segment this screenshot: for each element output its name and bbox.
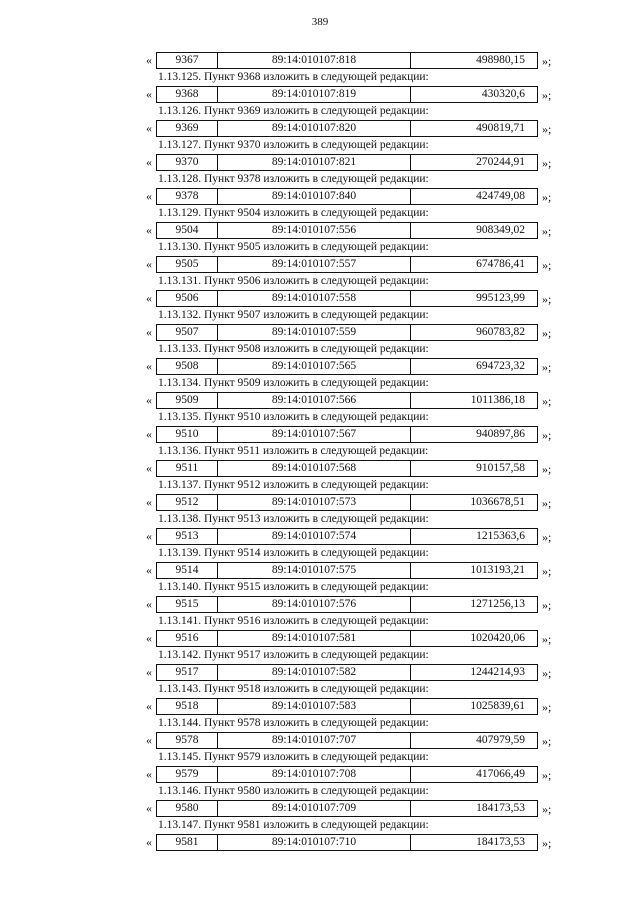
open-quote: «	[146, 461, 152, 475]
close-quote: »;	[542, 258, 552, 272]
table-row	[140, 460, 560, 476]
item-number-cell: 9579	[157, 767, 218, 782]
close-quote: »;	[542, 224, 552, 238]
open-quote: «	[146, 767, 152, 781]
open-quote: «	[146, 359, 152, 373]
cadastral-number-cell: 89:14:010107:708	[218, 767, 411, 782]
item-number-cell: 9517	[157, 665, 218, 680]
open-quote: «	[146, 155, 152, 169]
item-number-cell: 9369	[157, 121, 218, 136]
close-quote: »;	[542, 598, 552, 612]
item-number-cell: 9370	[157, 155, 218, 170]
section-heading: 1.13.128. Пункт 9378 изложить в следующей редакции:	[158, 173, 429, 185]
cadastral-number-cell: 89:14:010107:581	[218, 631, 411, 646]
item-number-cell: 9510	[157, 427, 218, 442]
section-heading: 1.13.138. Пункт 9513 изложить в следующей редакции:	[158, 513, 429, 525]
table-row-cells	[156, 528, 538, 545]
close-quote: »;	[542, 54, 552, 68]
section-heading: 1.13.146. Пункт 9580 изложить в следующей редакции:	[158, 785, 429, 797]
open-quote: «	[146, 835, 152, 849]
cadastral-number-cell: 89:14:010107:583	[218, 699, 411, 714]
open-quote: «	[146, 393, 152, 407]
section-heading: 1.13.132. Пункт 9507 изложить в следующей редакции:	[158, 309, 429, 321]
table-row	[140, 426, 560, 442]
table-row	[140, 494, 560, 510]
cadastral-number-cell: 89:14:010107:556	[218, 223, 411, 238]
table-row-cells	[156, 392, 538, 409]
open-quote: «	[146, 733, 152, 747]
value-cell: 490819,71	[476, 122, 525, 134]
section-heading: 1.13.142. Пункт 9517 изложить в следующей редакции:	[158, 649, 429, 661]
section-heading: 1.13.145. Пункт 9579 изложить в следующей редакции:	[158, 751, 429, 763]
cadastral-number-cell: 89:14:010107:573	[218, 495, 411, 510]
item-number-cell: 9505	[157, 257, 218, 272]
close-quote: »;	[542, 326, 552, 340]
close-quote: »;	[542, 428, 552, 442]
table-row-cells	[156, 494, 538, 511]
item-number-cell: 9515	[157, 597, 218, 612]
table-row	[140, 392, 560, 408]
section-heading: 1.13.144. Пункт 9578 изложить в следующей редакции:	[158, 717, 429, 729]
section-heading: 1.13.140. Пункт 9515 изложить в следующей редакции:	[158, 581, 429, 593]
value-cell: 908349,02	[476, 224, 525, 236]
item-number-cell: 9516	[157, 631, 218, 646]
open-quote: «	[146, 325, 152, 339]
table-row-cells	[156, 426, 538, 443]
table-row-cells	[156, 188, 538, 205]
section-heading: 1.13.135. Пункт 9510 изложить в следующей редакции:	[158, 411, 429, 423]
value-cell: 1244214,93	[470, 666, 525, 678]
open-quote: «	[146, 529, 152, 543]
close-quote: »;	[542, 632, 552, 646]
close-quote: »;	[542, 496, 552, 510]
table-row	[140, 290, 560, 306]
cadastral-number-cell: 89:14:010107:710	[218, 835, 411, 850]
table-row-cells	[156, 732, 538, 749]
value-cell: 184173,53	[476, 802, 525, 814]
item-number-cell: 9580	[157, 801, 218, 816]
open-quote: «	[146, 631, 152, 645]
section-heading: 1.13.143. Пункт 9518 изложить в следующей редакции:	[158, 683, 429, 695]
open-quote: «	[146, 257, 152, 271]
table-row-cells	[156, 698, 538, 715]
table-row-cells	[156, 460, 538, 477]
value-cell: 1025839,61	[470, 700, 525, 712]
value-cell: 1011386,18	[470, 394, 525, 406]
table-row	[140, 222, 560, 238]
section-heading: 1.13.126. Пункт 9369 изложить в следующей редакции:	[158, 105, 429, 117]
table-row	[140, 834, 560, 850]
open-quote: «	[146, 563, 152, 577]
value-cell: 1036678,51	[470, 496, 525, 508]
table-row	[140, 732, 560, 748]
section-heading: 1.13.130. Пункт 9505 изложить в следующей редакции:	[158, 241, 429, 253]
value-cell: 1013193,21	[470, 564, 525, 576]
item-number-cell: 9507	[157, 325, 218, 340]
cadastral-number-cell: 89:14:010107:576	[218, 597, 411, 612]
value-cell: 184173,53	[476, 836, 525, 848]
item-number-cell: 9367	[157, 53, 218, 68]
cadastral-number-cell: 89:14:010107:559	[218, 325, 411, 340]
table-row-cells	[156, 120, 538, 137]
close-quote: »;	[542, 530, 552, 544]
cadastral-number-cell: 89:14:010107:567	[218, 427, 411, 442]
page-number: 389	[311, 16, 329, 28]
item-number-cell: 9504	[157, 223, 218, 238]
section-heading: 1.13.141. Пункт 9516 изложить в следующей редакции:	[158, 615, 429, 627]
table-row-cells	[156, 86, 538, 103]
value-cell: 417066,49	[476, 768, 525, 780]
open-quote: «	[146, 189, 152, 203]
table-row-cells	[156, 766, 538, 783]
table-row-cells	[156, 834, 538, 851]
close-quote: »;	[542, 564, 552, 578]
value-cell: 674786,41	[476, 258, 525, 270]
table-row-cells	[156, 52, 538, 69]
table-row-cells	[156, 256, 538, 273]
close-quote: »;	[542, 88, 552, 102]
item-number-cell: 9368	[157, 87, 218, 102]
close-quote: »;	[542, 156, 552, 170]
open-quote: «	[146, 665, 152, 679]
amendments-list	[140, 52, 560, 851]
value-cell: 940897,86	[476, 428, 525, 440]
item-number-cell: 9513	[157, 529, 218, 544]
table-row-cells	[156, 562, 538, 579]
open-quote: «	[146, 223, 152, 237]
table-row	[140, 358, 560, 374]
cadastral-number-cell: 89:14:010107:819	[218, 87, 411, 102]
value-cell: 498980,15	[476, 54, 525, 66]
open-quote: «	[146, 801, 152, 815]
open-quote: «	[146, 495, 152, 509]
table-row	[140, 766, 560, 782]
item-number-cell: 9509	[157, 393, 218, 408]
section-heading: 1.13.136. Пункт 9511 изложить в следующей редакции:	[158, 445, 429, 457]
close-quote: »;	[542, 292, 552, 306]
open-quote: «	[146, 597, 152, 611]
open-quote: «	[146, 699, 152, 713]
cadastral-number-cell: 89:14:010107:568	[218, 461, 411, 476]
cadastral-number-cell: 89:14:010107:558	[218, 291, 411, 306]
section-heading: 1.13.129. Пункт 9504 изложить в следующей редакции:	[158, 207, 429, 219]
table-row	[140, 52, 560, 68]
cadastral-number-cell: 89:14:010107:840	[218, 189, 411, 204]
cadastral-number-cell: 89:14:010107:820	[218, 121, 411, 136]
section-heading: 1.13.139. Пункт 9514 изложить в следующей редакции:	[158, 547, 429, 559]
close-quote: »;	[542, 836, 552, 850]
table-row	[140, 256, 560, 272]
open-quote: «	[146, 87, 152, 101]
close-quote: »;	[542, 360, 552, 374]
item-number-cell: 9514	[157, 563, 218, 578]
value-cell: 1271256,13	[470, 598, 525, 610]
value-cell: 1215363,6	[476, 530, 525, 542]
open-quote: «	[146, 121, 152, 135]
open-quote: «	[146, 53, 152, 67]
item-number-cell: 9508	[157, 359, 218, 374]
section-heading: 1.13.133. Пункт 9508 изложить в следующей редакции:	[158, 343, 429, 355]
cadastral-number-cell: 89:14:010107:575	[218, 563, 411, 578]
section-heading: 1.13.147. Пункт 9581 изложить в следующей редакции:	[158, 819, 429, 831]
table-row	[140, 154, 560, 170]
item-number-cell: 9512	[157, 495, 218, 510]
close-quote: »;	[542, 734, 552, 748]
open-quote: «	[146, 291, 152, 305]
section-heading: 1.13.131. Пункт 9506 изложить в следующей редакции:	[158, 275, 429, 287]
table-row	[140, 120, 560, 136]
cadastral-number-cell: 89:14:010107:707	[218, 733, 411, 748]
cadastral-number-cell: 89:14:010107:557	[218, 257, 411, 272]
cadastral-number-cell: 89:14:010107:582	[218, 665, 411, 680]
close-quote: »;	[542, 122, 552, 136]
item-number-cell: 9506	[157, 291, 218, 306]
close-quote: »;	[542, 462, 552, 476]
table-row-cells	[156, 630, 538, 647]
value-cell: 960783,82	[476, 326, 525, 338]
cadastral-number-cell: 89:14:010107:821	[218, 155, 411, 170]
open-quote: «	[146, 427, 152, 441]
table-row-cells	[156, 800, 538, 817]
item-number-cell: 9511	[157, 461, 218, 476]
close-quote: »;	[542, 394, 552, 408]
table-row-cells	[156, 222, 538, 239]
table-row	[140, 698, 560, 714]
section-heading: 1.13.137. Пункт 9512 изложить в следующей редакции:	[158, 479, 429, 491]
cadastral-number-cell: 89:14:010107:574	[218, 529, 411, 544]
item-number-cell: 9581	[157, 835, 218, 850]
table-row-cells	[156, 358, 538, 375]
table-row-cells	[156, 290, 538, 307]
value-cell: 430320,6	[481, 88, 525, 100]
table-row	[140, 664, 560, 680]
item-number-cell: 9578	[157, 733, 218, 748]
table-row	[140, 528, 560, 544]
value-cell: 407979,59	[476, 734, 525, 746]
value-cell: 694723,32	[476, 360, 525, 372]
cadastral-number-cell: 89:14:010107:818	[218, 53, 411, 68]
section-heading: 1.13.127. Пункт 9370 изложить в следующей редакции:	[158, 139, 429, 151]
value-cell: 270244,91	[476, 156, 525, 168]
section-heading: 1.13.125. Пункт 9368 изложить в следующей редакции:	[158, 71, 429, 83]
close-quote: »;	[542, 190, 552, 204]
value-cell: 910157,58	[476, 462, 525, 474]
table-row	[140, 800, 560, 816]
close-quote: »;	[542, 802, 552, 816]
value-cell: 995123,99	[476, 292, 525, 304]
table-row	[140, 596, 560, 612]
table-row-cells	[156, 154, 538, 171]
table-row	[140, 630, 560, 646]
table-row-cells	[156, 664, 538, 681]
table-row	[140, 188, 560, 204]
cadastral-number-cell: 89:14:010107:709	[218, 801, 411, 816]
value-cell: 424749,08	[476, 190, 525, 202]
table-row	[140, 86, 560, 102]
table-row	[140, 324, 560, 340]
item-number-cell: 9518	[157, 699, 218, 714]
close-quote: »;	[542, 768, 552, 782]
close-quote: »;	[542, 666, 552, 680]
item-number-cell: 9378	[157, 189, 218, 204]
close-quote: »;	[542, 700, 552, 714]
table-row-cells	[156, 596, 538, 613]
cadastral-number-cell: 89:14:010107:565	[218, 359, 411, 374]
table-row-cells	[156, 324, 538, 341]
table-row	[140, 562, 560, 578]
cadastral-number-cell: 89:14:010107:566	[218, 393, 411, 408]
value-cell: 1020420,06	[470, 632, 525, 644]
section-heading: 1.13.134. Пункт 9509 изложить в следующей редакции:	[158, 377, 429, 389]
